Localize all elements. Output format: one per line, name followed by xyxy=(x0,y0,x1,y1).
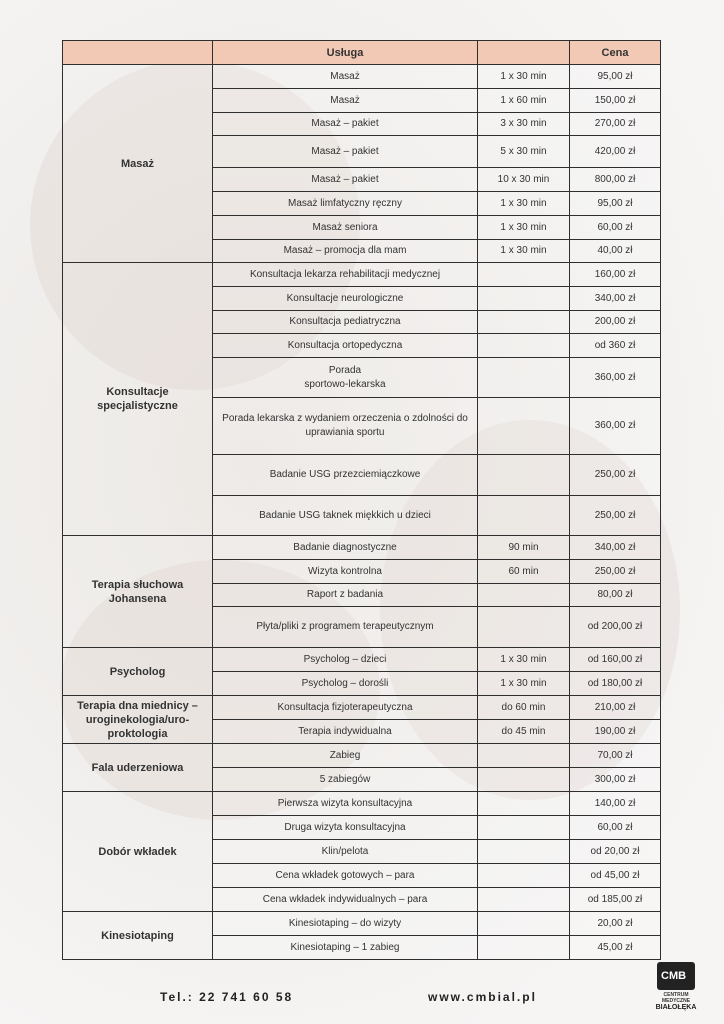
price-cell: od 185,00 zł xyxy=(570,888,661,912)
service-cell: Pierwsza wizyta konsultacyjna xyxy=(213,792,478,816)
category-cell: Masaż xyxy=(63,65,213,263)
price-cell: 360,00 zł xyxy=(570,358,661,398)
duration-cell: 1 x 30 min xyxy=(478,192,570,216)
duration-cell xyxy=(478,358,570,398)
service-cell: Konsultacja fizjoterapeutyczna xyxy=(213,696,478,720)
category-cell: Terapia dna miednicy – uroginekologia/uro-proktologia xyxy=(63,696,213,744)
service-cell: Wizyta kontrolna xyxy=(213,560,478,584)
duration-cell xyxy=(478,607,570,648)
duration-cell: 1 x 30 min xyxy=(478,672,570,696)
service-cell: Badanie USG przezciemiączkowe xyxy=(213,455,478,496)
duration-cell xyxy=(478,287,570,311)
price-cell: 95,00 zł xyxy=(570,192,661,216)
service-cell: Konsultacje neurologiczne xyxy=(213,287,478,311)
price-cell: 20,00 zł xyxy=(570,912,661,936)
duration-cell xyxy=(478,816,570,840)
service-cell: Masaż – pakiet xyxy=(213,168,478,192)
price-cell: 340,00 zł xyxy=(570,536,661,560)
footer-website: www.cmbial.pl xyxy=(428,990,537,1004)
table-row xyxy=(63,696,661,720)
service-cell: Psycholog – dorośli xyxy=(213,672,478,696)
price-cell: 70,00 zł xyxy=(570,744,661,768)
price-cell: od 180,00 zł xyxy=(570,672,661,696)
service-cell: Porada lekarska z wydaniem orzeczenia o zdolności do uprawiania sportu xyxy=(213,398,478,455)
price-cell: 800,00 zł xyxy=(570,168,661,192)
price-table xyxy=(62,40,661,960)
table-row xyxy=(63,536,661,560)
service-cell: Psycholog – dzieci xyxy=(213,648,478,672)
price-cell: 40,00 zł xyxy=(570,240,661,263)
service-cell: Masaż xyxy=(213,65,478,89)
duration-cell xyxy=(478,840,570,864)
service-cell: Masaż seniora xyxy=(213,216,478,240)
price-cell: 250,00 zł xyxy=(570,560,661,584)
duration-cell: 1 x 60 min xyxy=(478,89,570,113)
price-cell: 270,00 zł xyxy=(570,113,661,136)
price-table-body xyxy=(63,65,661,960)
duration-cell: do 60 min xyxy=(478,696,570,720)
header-price: Cena xyxy=(570,41,661,65)
price-cell: 340,00 zł xyxy=(570,287,661,311)
price-cell: 80,00 zł xyxy=(570,584,661,607)
price-cell: 45,00 zł xyxy=(570,936,661,960)
table-row xyxy=(63,792,661,816)
service-cell: Kinesiotaping – 1 zabieg xyxy=(213,936,478,960)
table-row xyxy=(63,744,661,768)
duration-cell: 1 x 30 min xyxy=(478,216,570,240)
duration-cell: 90 min xyxy=(478,536,570,560)
duration-cell xyxy=(478,455,570,496)
service-cell: Masaż – promocja dla mam xyxy=(213,240,478,263)
duration-cell xyxy=(478,912,570,936)
category-cell: Konsultacje specjalistyczne xyxy=(63,263,213,536)
service-cell: Masaż limfatyczny ręczny xyxy=(213,192,478,216)
logo-mark xyxy=(657,962,695,990)
logo-mark-text: CMB xyxy=(661,970,687,982)
service-cell: Porada sportowo-lekarska xyxy=(213,358,478,398)
price-cell: od 360 zł xyxy=(570,334,661,358)
price-cell: od 20,00 zł xyxy=(570,840,661,864)
duration-cell xyxy=(478,311,570,334)
cmb-logo xyxy=(650,962,702,1014)
service-cell: Druga wizyta konsultacyjna xyxy=(213,816,478,840)
price-cell: 420,00 zł xyxy=(570,136,661,168)
service-cell: 5 zabiegów xyxy=(213,768,478,792)
price-cell: 150,00 zł xyxy=(570,89,661,113)
duration-cell xyxy=(478,744,570,768)
duration-cell xyxy=(478,864,570,888)
price-cell: 95,00 zł xyxy=(570,65,661,89)
service-cell: Masaż – pakiet xyxy=(213,136,478,168)
price-cell: 60,00 zł xyxy=(570,816,661,840)
price-cell: 60,00 zł xyxy=(570,216,661,240)
duration-cell xyxy=(478,584,570,607)
category-cell: Kinesiotaping xyxy=(63,912,213,960)
header-duration xyxy=(478,41,570,65)
table-header-row xyxy=(63,41,661,65)
logo-name: BIAŁOŁĘKA xyxy=(655,1004,697,1011)
price-cell: 250,00 zł xyxy=(570,455,661,496)
duration-cell: do 45 min xyxy=(478,720,570,744)
duration-cell: 1 x 30 min xyxy=(478,65,570,89)
duration-cell xyxy=(478,398,570,455)
header-category xyxy=(63,41,213,65)
category-cell: Dobór wkładek xyxy=(63,792,213,912)
duration-cell xyxy=(478,936,570,960)
service-cell: Klin/pelota xyxy=(213,840,478,864)
service-cell: Zabieg xyxy=(213,744,478,768)
category-cell: Fala uderzeniowa xyxy=(63,744,213,792)
header-service: Usługa xyxy=(213,41,478,65)
price-cell: od 45,00 zł xyxy=(570,864,661,888)
category-cell: Terapia słuchowa Johansena xyxy=(63,536,213,648)
price-cell: 250,00 zł xyxy=(570,496,661,536)
logo-subtitle: CENTRUM MEDYCZNE xyxy=(661,992,691,1004)
price-cell: 360,00 zł xyxy=(570,398,661,455)
category-cell: Psycholog xyxy=(63,648,213,696)
service-cell: Cena wkładek indywidualnych – para xyxy=(213,888,478,912)
price-cell: 210,00 zł xyxy=(570,696,661,720)
price-cell: od 160,00 zł xyxy=(570,648,661,672)
footer-phone: Tel.: 22 741 60 58 xyxy=(160,990,294,1004)
service-cell: Badanie diagnostyczne xyxy=(213,536,478,560)
duration-cell xyxy=(478,768,570,792)
price-cell: 300,00 zł xyxy=(570,768,661,792)
service-cell: Konsultacja pediatryczna xyxy=(213,311,478,334)
table-row xyxy=(63,263,661,287)
duration-cell: 10 x 30 min xyxy=(478,168,570,192)
service-cell: Kinesiotaping – do wizyty xyxy=(213,912,478,936)
price-cell: 140,00 zł xyxy=(570,792,661,816)
price-cell: 190,00 zł xyxy=(570,720,661,744)
duration-cell xyxy=(478,334,570,358)
duration-cell xyxy=(478,792,570,816)
service-cell: Raport z badania xyxy=(213,584,478,607)
service-cell: Masaż – pakiet xyxy=(213,113,478,136)
duration-cell xyxy=(478,263,570,287)
price-cell: 200,00 zł xyxy=(570,311,661,334)
duration-cell: 1 x 30 min xyxy=(478,648,570,672)
duration-cell: 3 x 30 min xyxy=(478,113,570,136)
table-row xyxy=(63,648,661,672)
service-cell: Płyta/pliki z programem terapeutycznym xyxy=(213,607,478,648)
table-row xyxy=(63,912,661,936)
duration-cell: 60 min xyxy=(478,560,570,584)
duration-cell xyxy=(478,888,570,912)
table-row xyxy=(63,65,661,89)
duration-cell xyxy=(478,496,570,536)
duration-cell: 5 x 30 min xyxy=(478,136,570,168)
service-cell: Konsultacja lekarza rehabilitacji medycznej xyxy=(213,263,478,287)
price-cell: od 200,00 zł xyxy=(570,607,661,648)
service-cell: Terapia indywidualna xyxy=(213,720,478,744)
service-cell: Masaż xyxy=(213,89,478,113)
duration-cell: 1 x 30 min xyxy=(478,240,570,263)
price-cell: 160,00 zł xyxy=(570,263,661,287)
service-cell: Badanie USG taknek miękkich u dzieci xyxy=(213,496,478,536)
service-cell: Cena wkładek gotowych – para xyxy=(213,864,478,888)
service-cell: Konsultacja ortopedyczna xyxy=(213,334,478,358)
